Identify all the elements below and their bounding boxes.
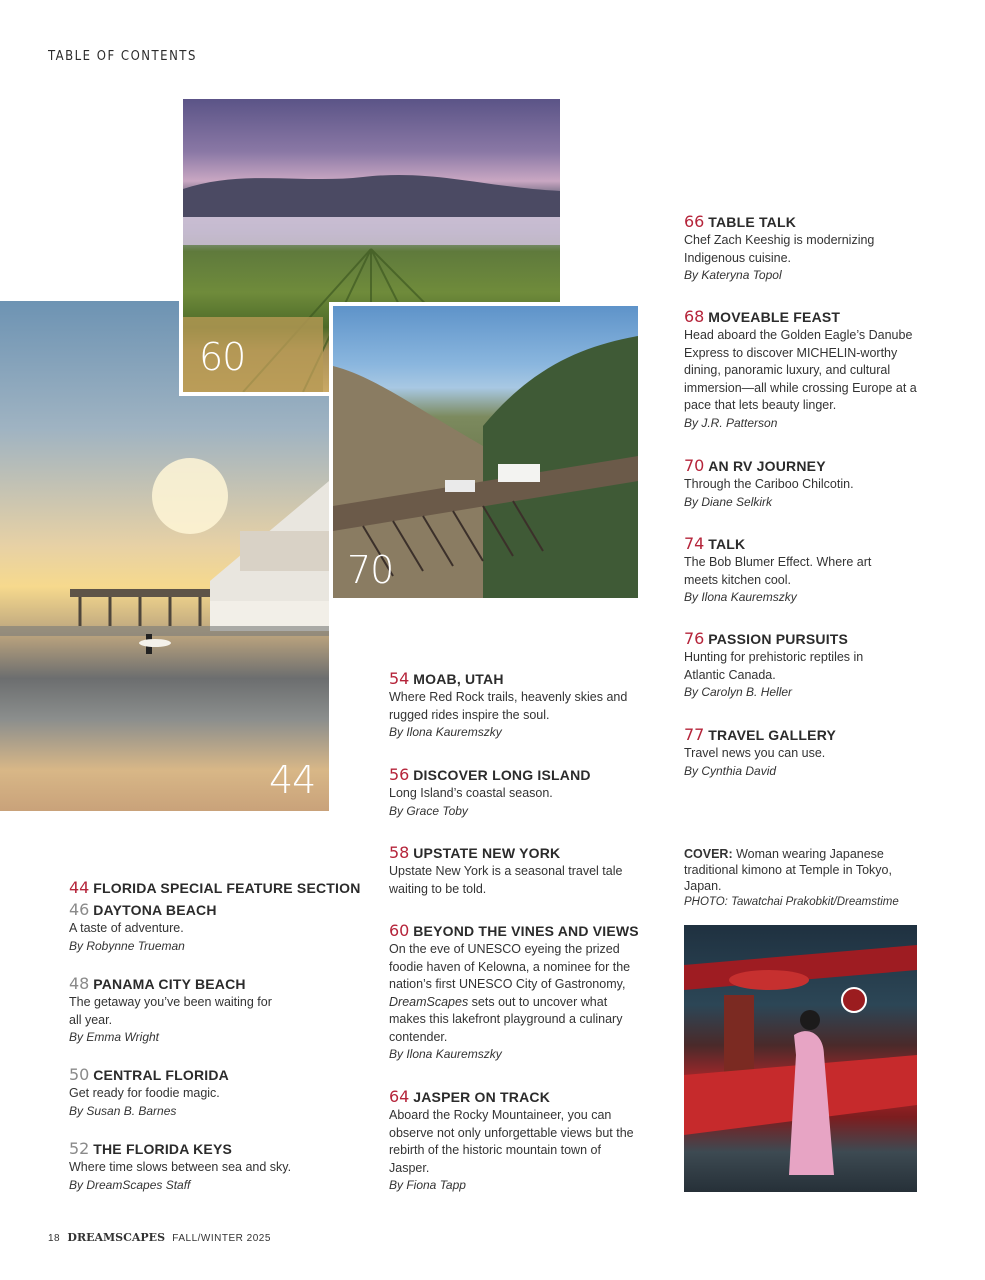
entry-title: PASSION PURSUITS bbox=[708, 631, 849, 647]
entry-byline: By Fiona Tapp bbox=[389, 1178, 466, 1192]
entry-number: 52 bbox=[69, 1139, 90, 1158]
entry-byline: By Grace Toby bbox=[389, 803, 468, 818]
entry-description: Long Island’s coastal season. bbox=[389, 786, 553, 800]
entry-title: AN RV JOURNEY bbox=[708, 458, 826, 474]
page-number-60: 60 bbox=[199, 335, 246, 379]
entry-byline: By DreamScapes Staff bbox=[69, 1177, 191, 1192]
entry-number: 74 bbox=[684, 534, 705, 553]
cover-label: COVER: bbox=[684, 847, 733, 861]
entry-number: 70 bbox=[684, 456, 705, 475]
entry-description: Head aboard the Golden Eagle’s Danube Express to discover MICHELIN-worthy dining, panoramic luxury, and cultural immersion—all while crossing Europe at a pace that lets beauty linger. bbox=[684, 328, 917, 412]
entry-description: Hunting for prehistoric reptiles in Atlantic Canada. bbox=[684, 650, 864, 682]
magazine-brand: DREAMSCAPES bbox=[67, 1231, 166, 1244]
entry-title: UPSTATE NEW YORK bbox=[413, 845, 561, 861]
entry-description: Where Red Rock trails, heavenly skies and rugged rides inspire the soul. bbox=[389, 690, 628, 722]
entry-description: Upstate New York is a seasonal travel tale waiting to be told. bbox=[389, 864, 623, 896]
entry-number: 56 bbox=[389, 765, 410, 784]
toc-entry-58[interactable] bbox=[389, 844, 644, 898]
rv-bridge-photo bbox=[329, 302, 641, 602]
entry-title: DAYTONA BEACH bbox=[93, 902, 217, 918]
page-number-44: 44 bbox=[269, 758, 316, 802]
toc-entry-70[interactable] bbox=[684, 457, 944, 511]
magazine-name: DreamScapes bbox=[389, 994, 469, 1009]
kimono-temple-photo bbox=[684, 925, 917, 1192]
toc-entry-68[interactable] bbox=[684, 308, 922, 432]
entry-description: On the eve of UNESCO eyeing the prized foodie haven of Kelowna, a nominee for the nation’s first UNESCO City of Gastronomy, DreamScapes sets out to uncover what makes this lakefront playground a culinary contender. bbox=[389, 942, 631, 1044]
toc-entry-52[interactable] bbox=[69, 1140, 329, 1194]
entry-description: Travel news you can use. bbox=[684, 746, 826, 760]
toc-entry-60[interactable] bbox=[389, 922, 639, 1064]
entry-description: Aboard the Rocky Mountaineer, you can observe not only unforgettable views but the rebirth of the historic mountain town of Jasper. bbox=[389, 1108, 634, 1175]
entry-byline: By Emma Wright bbox=[69, 1030, 160, 1044]
entry-byline: By Cynthia David bbox=[684, 763, 777, 778]
entry-title: JASPER ON TRACK bbox=[413, 1089, 551, 1105]
cover-photo-credit: PHOTO: Tawatchai Prakobkit/Dreamstime bbox=[684, 896, 899, 908]
entry-number: 58 bbox=[389, 843, 410, 862]
entry-title: CENTRAL FLORIDA bbox=[93, 1067, 229, 1083]
toc-entry-44[interactable] bbox=[69, 879, 359, 898]
toc-entry-48[interactable] bbox=[69, 975, 279, 1047]
entry-byline: By Diane Selkirk bbox=[684, 494, 773, 509]
entry-byline: By Carolyn B. Heller bbox=[684, 685, 793, 699]
entry-number: 66 bbox=[684, 212, 705, 231]
entry-description: Through the Cariboo Chilcotin. bbox=[684, 477, 854, 491]
entry-description: Get ready for foodie magic. bbox=[69, 1086, 220, 1100]
entry-number: 60 bbox=[389, 921, 410, 940]
entry-title: THE FLORIDA KEYS bbox=[93, 1141, 233, 1157]
entry-description: The Bob Blumer Effect. Where art meets kitchen cool. bbox=[684, 555, 872, 587]
entry-byline: By Ilona Kauremszky bbox=[389, 1047, 502, 1061]
toc-entry-76[interactable] bbox=[684, 630, 894, 702]
entry-byline: By Susan B. Barnes bbox=[69, 1103, 177, 1118]
entry-byline: By Kateryna Topol bbox=[684, 268, 782, 282]
entry-number: 77 bbox=[684, 725, 705, 744]
entry-title: PANAMA CITY BEACH bbox=[93, 976, 246, 992]
entry-number: 46 bbox=[69, 900, 90, 919]
toc-entry-50[interactable] bbox=[69, 1066, 329, 1120]
page-footer bbox=[48, 1231, 271, 1244]
entry-number: 44 bbox=[69, 878, 90, 897]
page-number-70: 70 bbox=[347, 548, 394, 592]
toc-entry-46[interactable] bbox=[69, 901, 329, 955]
entry-byline: By Ilona Kauremszky bbox=[389, 725, 502, 739]
entry-title: MOVEABLE FEAST bbox=[708, 309, 841, 325]
entry-number: 50 bbox=[69, 1065, 90, 1084]
entry-title: FLORIDA SPECIAL FEATURE SECTION bbox=[93, 880, 361, 896]
entry-description: Chef Zach Keeshig is modernizing Indigenous cuisine. bbox=[684, 233, 875, 265]
entry-title: MOAB, UTAH bbox=[413, 671, 504, 687]
entry-description: A taste of adventure. bbox=[69, 921, 184, 935]
entry-number: 54 bbox=[389, 669, 410, 688]
entry-title: TRAVEL GALLERY bbox=[708, 727, 837, 743]
entry-number: 64 bbox=[389, 1087, 410, 1106]
entry-title: BEYOND THE VINES AND VIEWS bbox=[413, 923, 639, 939]
entry-title: TALK bbox=[708, 536, 746, 552]
page-number: 18 bbox=[48, 1233, 61, 1244]
entry-byline: By Robynne Trueman bbox=[69, 938, 185, 953]
cover-text: Woman wearing Japanese traditional kimono at Temple in Tokyo, Japan. bbox=[684, 847, 892, 893]
entry-byline: By Ilona Kauremszky bbox=[684, 590, 797, 604]
entry-number: 68 bbox=[684, 307, 705, 326]
cover-caption bbox=[684, 846, 924, 910]
entry-title: TABLE TALK bbox=[708, 214, 797, 230]
entry-description: The getaway you’ve been waiting for all year. bbox=[69, 995, 272, 1027]
toc-entry-66[interactable] bbox=[684, 213, 904, 285]
toc-entry-54[interactable] bbox=[389, 670, 644, 742]
toc-entry-74[interactable] bbox=[684, 535, 894, 607]
toc-entry-56[interactable] bbox=[389, 766, 649, 820]
entry-title: DISCOVER LONG ISLAND bbox=[413, 767, 591, 783]
toc-entry-64[interactable] bbox=[389, 1088, 639, 1195]
page-title: TABLE OF CONTENTS bbox=[48, 49, 197, 64]
entry-number: 76 bbox=[684, 629, 705, 648]
entry-byline: By J.R. Patterson bbox=[684, 415, 778, 430]
entry-number: 48 bbox=[69, 974, 90, 993]
toc-entry-77[interactable] bbox=[684, 726, 944, 780]
entry-description: Where time slows between sea and sky. bbox=[69, 1160, 292, 1174]
issue-label: FALL/WINTER 2025 bbox=[172, 1233, 271, 1244]
